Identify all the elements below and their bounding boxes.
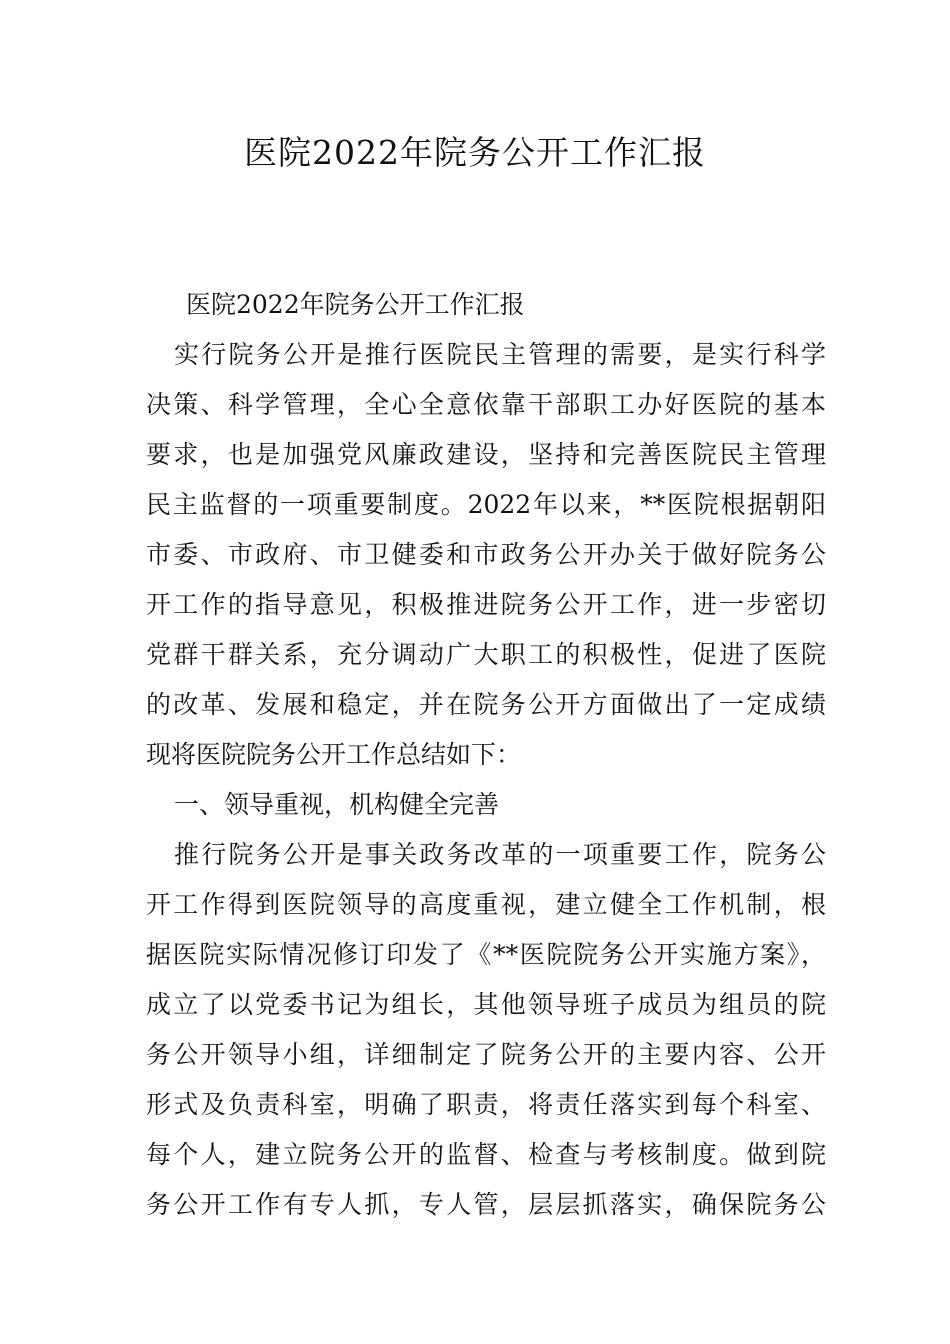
- paragraph-line: 推行院务公开是事关政务改革的一项重要工作，院务公: [174, 840, 826, 869]
- paragraph-line: 成立了以党委书记为组长，其他领导班子成员为组员的院: [146, 990, 826, 1019]
- paragraph-line: 要求，也是加强党风廉政建设，坚持和完善医院民主管理: [146, 440, 826, 469]
- body-subtitle: 医院2022年院务公开工作汇报: [186, 290, 525, 319]
- paragraph-line: 实行院务公开是推行医院民主管理的需要，是实行科学: [174, 340, 826, 369]
- paragraph-line: 据医院实际情况修订印发了《**医院院务公开实施方案》，: [146, 940, 826, 969]
- paragraph-line: 务公开工作有专人抓，专人管，层层抓落实，确保院务公: [146, 1190, 826, 1219]
- document-body: [146, 280, 826, 1230]
- document-title: 医院2022年院务公开工作汇报: [244, 133, 706, 172]
- paragraph-line: 每个人，建立院务公开的监督、检查与考核制度。做到院: [146, 1140, 826, 1169]
- paragraph-line: 的改革、发展和稳定，并在院务公开方面做出了一定成绩: [146, 690, 826, 719]
- paragraph-line: 民主监督的一项重要制度。2022年以来，**医院根据朝阳: [146, 490, 826, 519]
- section-heading: 一、领导重视，机构健全完善: [174, 790, 500, 819]
- paragraph-line: 开工作的指导意见，积极推进院务公开工作，进一步密切: [146, 590, 826, 619]
- paragraph-line: 开工作得到医院领导的高度重视，建立健全工作机制，根: [146, 890, 826, 919]
- paragraph-line: 形式及负责科室，明确了职责，将责任落实到每个科室、: [146, 1090, 826, 1119]
- paragraph-line: 决策、科学管理，全心全意依靠干部职工办好医院的基本: [146, 390, 826, 419]
- paragraph-line: 党群干群关系，充分调动广大职工的积极性，促进了医院: [146, 640, 826, 669]
- paragraph-line: 务公开领导小组，详细制定了院务公开的主要内容、公开: [146, 1040, 826, 1069]
- paragraph-line: 市委、市政府、市卫健委和市政务公开办关于做好院务公: [146, 540, 826, 569]
- paragraph-line: 现将医院院务公开工作总结如下：: [146, 740, 522, 769]
